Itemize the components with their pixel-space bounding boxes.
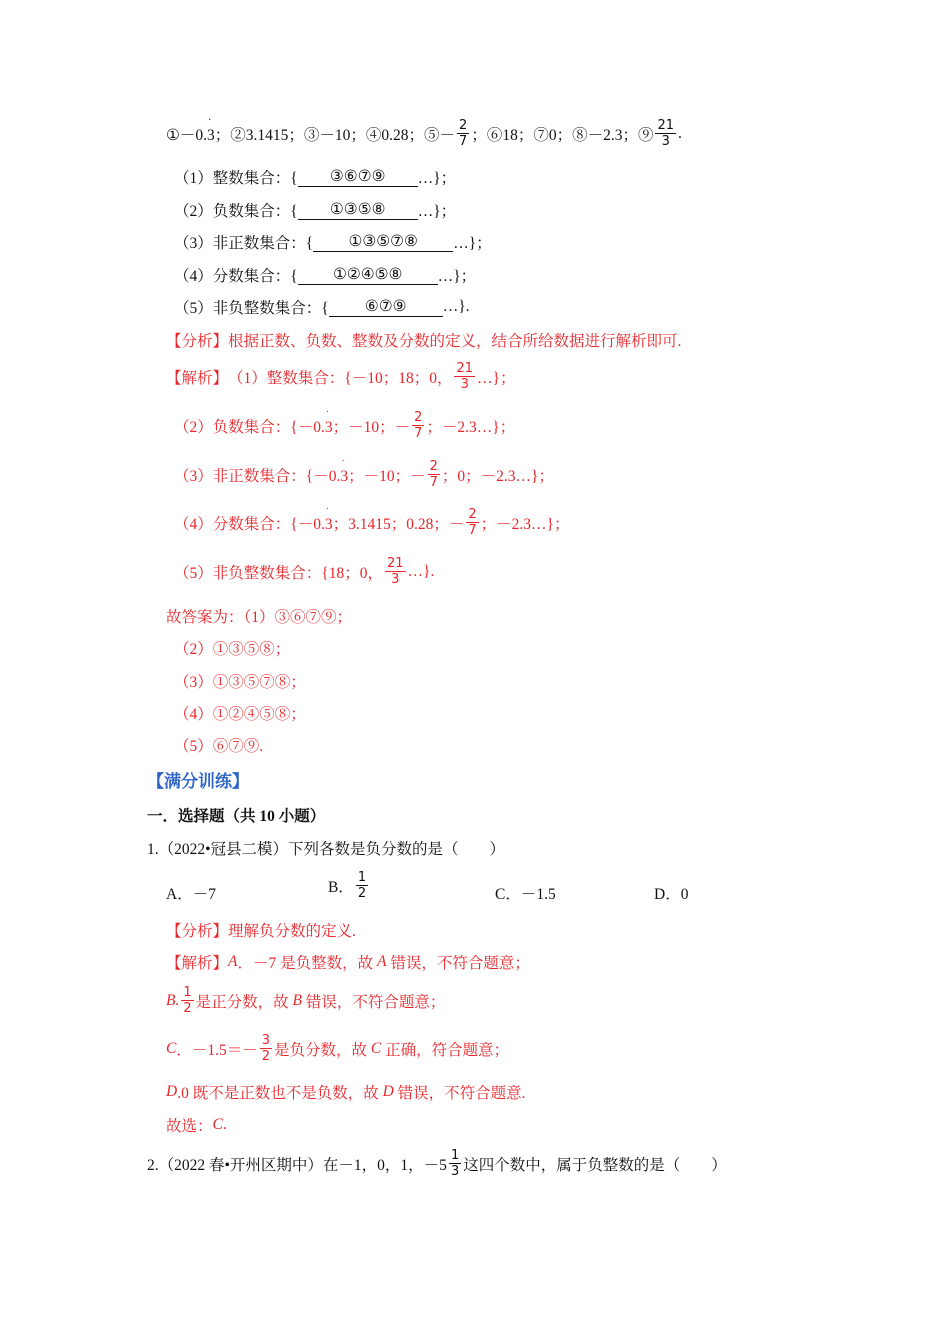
solution-text: ；－2.3…}； <box>426 418 516 436</box>
q1-option-b <box>328 870 370 901</box>
training-heading <box>147 767 249 792</box>
solution-2 <box>174 406 516 441</box>
frac-den: 2 <box>183 1001 192 1016</box>
solution-4 <box>174 503 570 538</box>
frac-num: 1 <box>450 1148 460 1163</box>
q1-stem <box>147 837 505 859</box>
sol-text: ．－1.5＝－ <box>176 1041 258 1059</box>
set-label: （5）非负整数集合：{ <box>174 300 329 317</box>
final-answer-1 <box>166 605 352 627</box>
frac-num: 1 <box>183 985 192 1000</box>
repeating-digit <box>324 503 465 534</box>
fraction-1-2 <box>356 870 368 901</box>
final-answer-5 <box>174 734 263 756</box>
final-answer-text: （5）⑥⑦⑨. <box>174 738 264 755</box>
set-tail: …}. <box>442 298 470 315</box>
q1-analysis <box>166 919 356 941</box>
section-heading <box>147 804 325 826</box>
sol-text: . <box>222 1116 227 1133</box>
set-label: （2）负数集合：{ <box>174 203 298 220</box>
final-answer-2 <box>174 637 290 659</box>
analysis-tag: 【分析】 <box>166 923 229 940</box>
set-answer: ①③⑤⑦⑧ <box>313 233 453 252</box>
sol-text: .0 既不是正数也不是负数，故 <box>177 1085 383 1102</box>
solution-text: …}. <box>407 562 435 580</box>
option-text: C．－1.5 <box>495 886 556 903</box>
final-answer-text: （2）①③⑤⑧； <box>174 641 291 658</box>
fraction-1-3 <box>449 1148 461 1179</box>
items-text-a2: 3；②3.1415；③－10；④0.28；⑤－ <box>207 126 456 144</box>
fraction-3-2 <box>260 1033 272 1064</box>
q1-option-d <box>654 882 688 904</box>
set-integers <box>174 166 456 188</box>
solution-text: 3；－10；－ <box>340 467 426 485</box>
q1-option-a <box>166 882 216 904</box>
sol-var: A <box>377 953 387 970</box>
solution-text: （4）分数集合：{－0. <box>174 515 325 533</box>
final-answer-text: （3）①③⑤⑦⑧； <box>174 674 306 691</box>
q2-stem <box>147 1148 727 1179</box>
solution-text: （2）负数集合：{－0. <box>174 418 325 436</box>
section-heading-text: 一．选择题（共 10 小题） <box>147 808 326 825</box>
set-answer: ⑥⑦⑨ <box>329 298 443 317</box>
analysis <box>166 329 681 351</box>
frac-den: 2 <box>261 1049 271 1064</box>
frac-den: 3 <box>661 134 670 149</box>
solution-text: （3）非正数集合：{－0. <box>174 467 341 485</box>
items-end: . <box>678 124 682 142</box>
sol-var: C <box>370 1039 382 1057</box>
frac-num: 2 <box>459 118 468 133</box>
q1-solution-c <box>166 1033 509 1064</box>
final-answer-4 <box>174 702 306 724</box>
final-answer-text: （4）①②④⑤⑧； <box>174 706 306 723</box>
frac-num: 2 <box>429 459 438 474</box>
analysis-text: 根据正数、负数、整数及分数的定义，结合所给数据进行解析即可. <box>228 333 682 350</box>
solution-text: （5）非负整数集合：{18；0， <box>174 564 383 582</box>
repeating-digit <box>207 114 456 145</box>
frac-den: 3 <box>450 1164 460 1179</box>
set-fractions <box>174 264 476 286</box>
solution-text: 3；3.1415；0.28；－ <box>324 515 465 533</box>
set-tail: …}； <box>417 203 457 220</box>
sol-var: C <box>166 1039 177 1057</box>
q1-option-c <box>495 882 556 904</box>
frac-num: 21 <box>657 118 675 133</box>
fraction-21-3 <box>655 118 676 149</box>
repeat-dot: · <box>208 114 212 126</box>
set-nonnegative-integers <box>174 296 470 318</box>
sol-text: 错误，不符合题意. <box>393 1085 526 1102</box>
sol-var: A <box>228 953 238 970</box>
repeat-dot: · <box>325 406 330 418</box>
analysis-tag: 【分析】 <box>166 333 229 350</box>
solution-1 <box>166 361 515 392</box>
sol-var: B. <box>166 991 180 1009</box>
option-text: B． <box>328 878 354 896</box>
frac-den: 7 <box>414 426 423 441</box>
frac-den: 3 <box>460 377 469 392</box>
sol-var: B <box>292 991 302 1009</box>
fraction-2-7 <box>412 410 424 441</box>
repeat-dot: · <box>341 455 345 467</box>
repeating-digit <box>340 455 426 486</box>
analysis-text: 理解负分数的定义. <box>228 923 356 940</box>
q1-stem-text: 1.（2022•冠县二模）下列各数是负分数的是（ ） <box>147 841 506 858</box>
set-tail: …}； <box>417 170 457 187</box>
solution-3 <box>174 455 554 490</box>
solution-text: （1）整数集合：{－10；18；0， <box>228 369 453 387</box>
fraction-2-7 <box>428 459 440 490</box>
set-answer: ③⑥⑦⑨ <box>298 168 418 187</box>
solution-text: …}； <box>477 369 516 387</box>
solution-text: 3；－10；－ <box>324 418 411 436</box>
sol-text: 错误，不符合题意； <box>386 955 530 972</box>
final-answer-3 <box>174 670 306 692</box>
frac-den: 7 <box>459 134 468 149</box>
q1-solution-a <box>166 951 530 973</box>
sol-text: 错误，不符合题意； <box>301 993 446 1011</box>
fraction-21-3 <box>385 556 406 587</box>
set-label: （3）非正数集合：{ <box>174 235 314 252</box>
frac-num: 21 <box>386 556 404 571</box>
problem-items <box>166 114 682 149</box>
solution-5 <box>174 556 434 587</box>
solution-text: ；－2.3…}； <box>480 515 570 533</box>
solution-tag: 【解析】 <box>166 955 229 972</box>
fraction-21-3 <box>454 361 475 392</box>
frac-num: 3 <box>261 1033 271 1048</box>
sol-text: 是正分数，故 <box>195 993 293 1011</box>
sol-var: D <box>382 1083 394 1100</box>
fraction-2-7 <box>457 118 469 149</box>
repeat-dot: · <box>325 503 330 515</box>
final-answer-text: 故答案为：（1）③⑥⑦⑨； <box>166 609 353 626</box>
set-answer: ①②④⑤⑧ <box>298 266 438 285</box>
frac-den: 2 <box>357 886 367 901</box>
sol-text: 正确，符合题意； <box>381 1041 510 1059</box>
items-text-a: ①－0. <box>166 126 208 144</box>
q1-choose <box>166 1114 227 1136</box>
option-text: D．0 <box>654 886 689 903</box>
frac-den: 7 <box>429 475 438 490</box>
repeating-digit <box>324 406 411 437</box>
items-text-b: ；⑥18；⑦0；⑧－2.3；⑨ <box>471 126 654 144</box>
q1-solution-d <box>166 1081 526 1103</box>
set-negatives <box>174 199 456 221</box>
option-text: A．－7 <box>166 886 216 903</box>
solution-tag: 【解析】 <box>166 369 229 387</box>
sol-text: ．－7 是负整数，故 <box>237 955 377 972</box>
q2-stem-text: 这四个数中，属于负整数的是（ ） <box>463 1156 727 1174</box>
set-label: （4）分数集合：{ <box>174 268 298 285</box>
sol-var: D <box>166 1083 178 1100</box>
solution-text: ；0；－2.3…}； <box>441 467 554 485</box>
set-nonpositives <box>174 231 492 253</box>
set-label: （1）整数集合：{ <box>174 170 298 187</box>
frac-num: 21 <box>456 361 474 376</box>
fraction-1-2 <box>181 985 193 1016</box>
frac-num: 1 <box>357 870 367 885</box>
frac-den: 3 <box>391 572 400 587</box>
fraction-2-7 <box>466 507 478 538</box>
sol-text: 故选： <box>166 1118 213 1135</box>
frac-num: 2 <box>468 507 477 522</box>
frac-den: 7 <box>468 523 477 538</box>
frac-num: 2 <box>414 410 423 425</box>
set-tail: …}； <box>453 235 492 252</box>
q1-solution-b <box>166 985 445 1016</box>
set-answer: ①③⑤⑧ <box>298 201 418 220</box>
sol-var: C <box>212 1116 223 1133</box>
set-tail: …}； <box>437 268 477 285</box>
q2-stem-text: 2.（2022 春•开州区期中）在－1，0，1，－5 <box>147 1156 447 1174</box>
training-heading-text: 【满分训练】 <box>147 772 249 791</box>
sol-text: 是负分数，故 <box>274 1041 371 1059</box>
